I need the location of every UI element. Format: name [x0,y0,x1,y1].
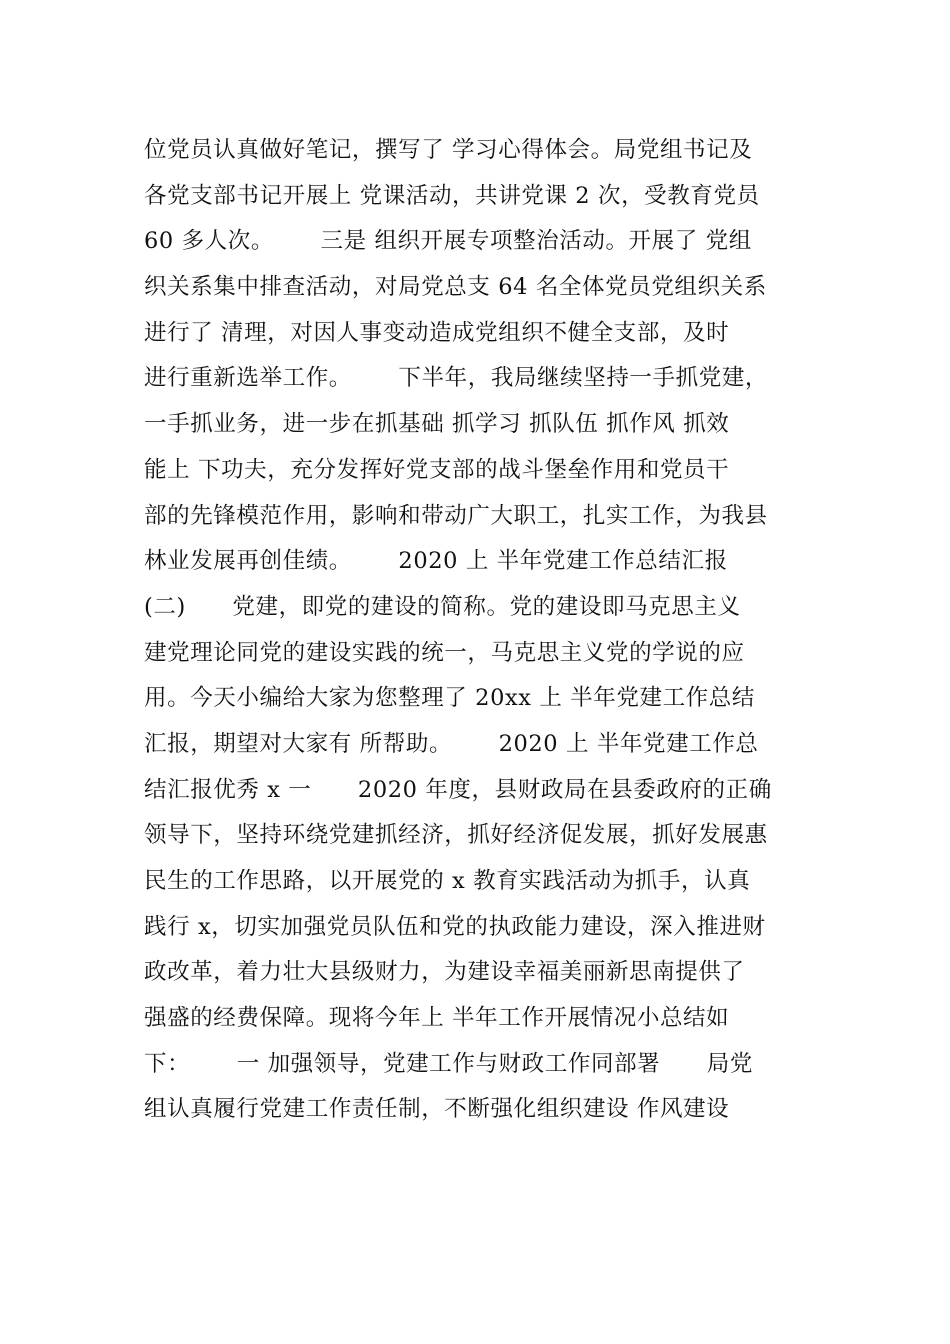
text-line: 用。今天小编给大家为您整理了 20xx 上 半年党建工作总结 [144,685,755,712]
text-line: 织关系集中排查活动，对局党总支 64 名全体党员党组织关系 [144,274,767,301]
text-line: 政改革，着力壮大县级财力，为建设幸福美丽新思南提供了 [144,959,745,986]
text-line: 建党理论同党的建设实践的统一，马克思主义党的学说的应 [144,639,745,666]
text-line: 部的先锋模范作用，影响和带动广大职工，扎实工作，为我县 [144,502,768,529]
text-line: 林业发展再创佳绩。 2020 上 半年党建工作总结汇报 [144,548,728,575]
text-line: 位党员认真做好笔记，撰写了 学习心得体会。局党组书记及 [144,137,753,163]
text-line: 践行 x，切实加强党员队伍和党的执政能力建设，深入推进财 [144,913,766,940]
text-line: (二) 党建，即党的建设的简称。党的建设即马克思主义 [144,593,741,620]
text-line: 结汇报优秀 x 一 2020 年度，县财政局在县委政府的正确 [144,776,772,803]
text-line: 强盛的经费保障。现将今年上 半年工作开展情况小总结如 [144,1005,730,1032]
text-line: 进行重新选举工作。 下半年，我局继续坚持一手抓党建， [144,365,769,392]
text-line: 组认真履行党建工作责任制，不断强化组织建设 作风建设 [144,1096,730,1123]
text-line: 领导下，坚持环绕党建抓经济，抓好经济促发展，抓好发展惠 [144,822,768,849]
text-line: 进行了 清理，对因人事变动造成党组织不健全支部，及时 [144,319,730,346]
text-line: 一手抓业务，进一步在抓基础 抓学习 抓队伍 抓作风 抓效 [144,411,730,438]
text-line: 能上 下功夫，充分发挥好党支部的战斗堡垒作用和党员干 [144,456,730,483]
text-line: 汇报，期望对大家有 所帮助。 2020 上 半年党建工作总 [144,730,759,757]
text-line: 60 多人次。 三是 组织开展专项整治活动。开展了 党组 [144,228,752,255]
text-line: 下： 一 加强领导，党建工作与财政工作同部署 局党 [144,1050,753,1077]
text-line: 各党支部书记开展上 党课活动，共讲党课 2 次，受教育党员 [144,182,760,209]
body-text [144,128,812,1133]
text-line: 民生的工作思路，以开展党的 x 教育实践活动为抓手，认真 [144,868,751,894]
